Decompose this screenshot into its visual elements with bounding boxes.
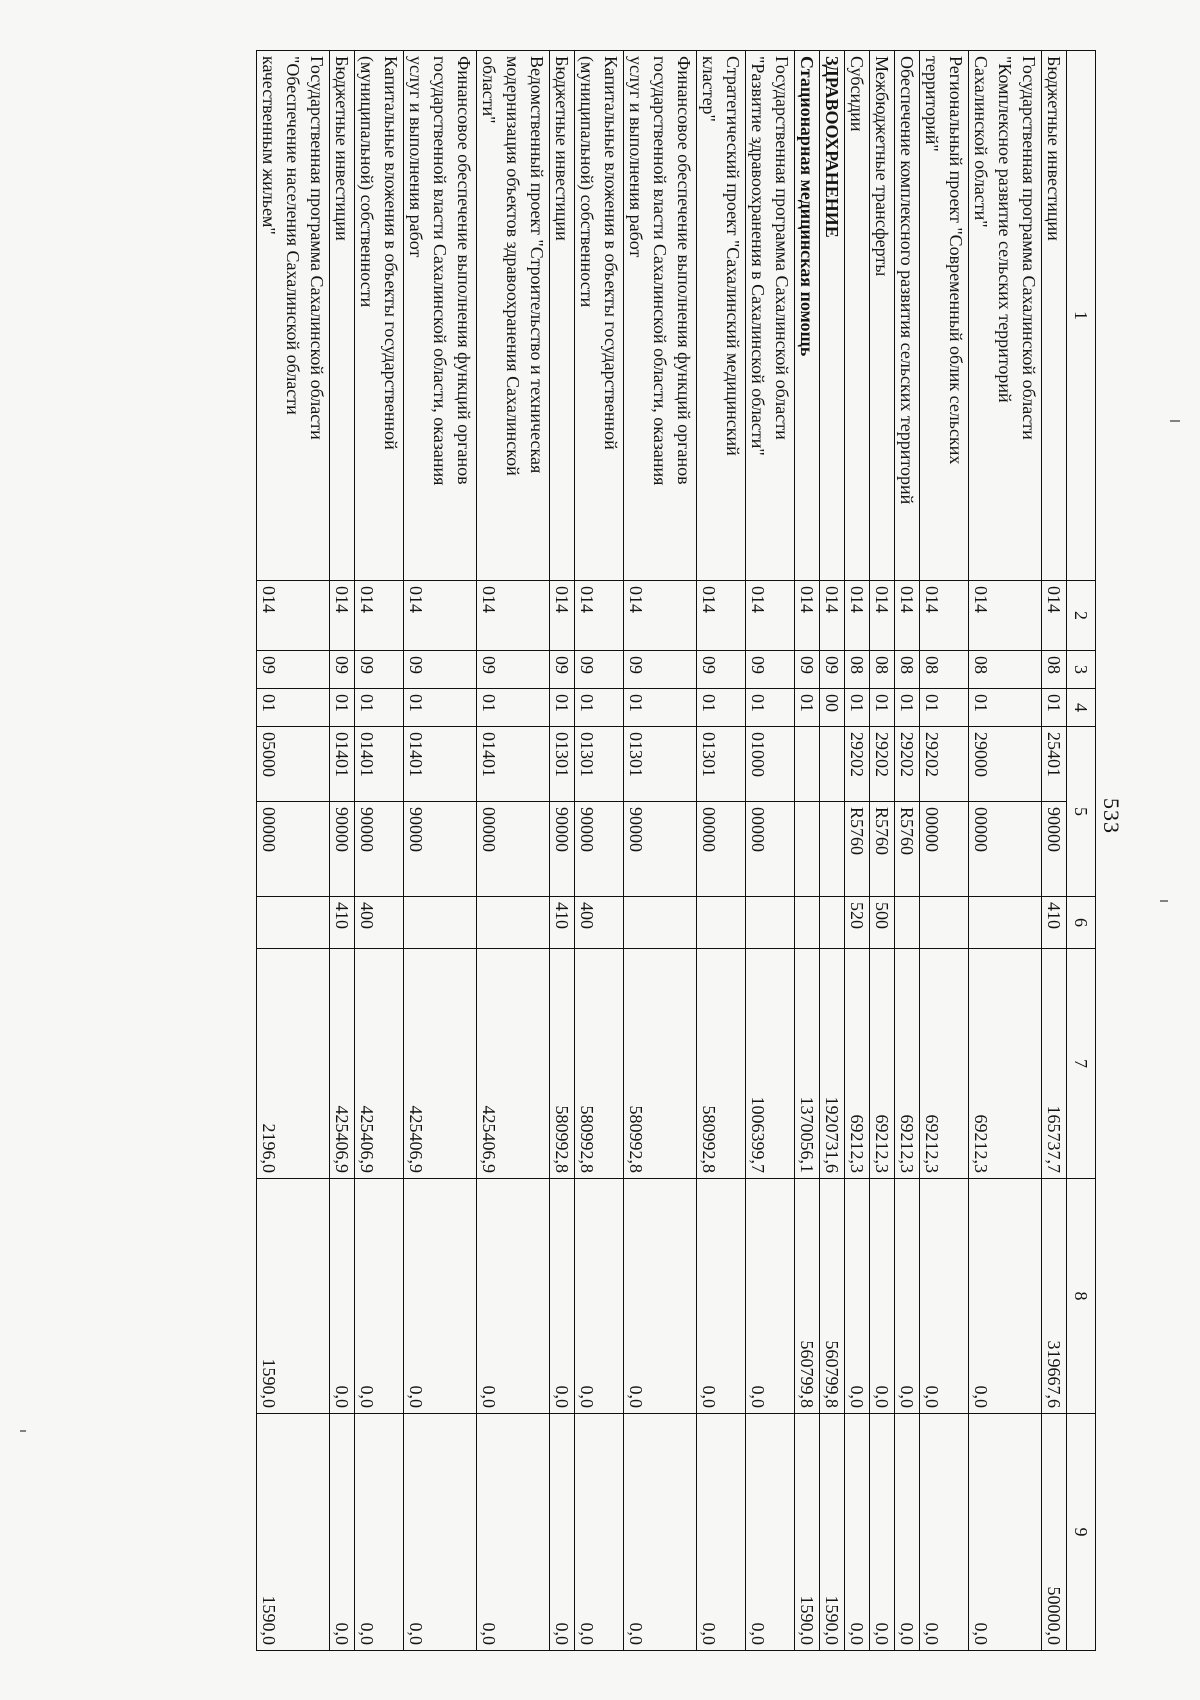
- header-col-3: 3: [1067, 651, 1096, 689]
- row-amount-col8: 319667,6: [1042, 1179, 1067, 1414]
- row-subsection-code: 01: [330, 689, 355, 727]
- row-amount-col7: 425406,9: [355, 949, 404, 1179]
- header-col-1: 1: [1067, 51, 1096, 581]
- row-subsection-code: 01: [404, 689, 477, 727]
- table-row: [1042, 51, 1067, 1651]
- row-amount-col7: 2196,0: [257, 949, 330, 1179]
- row-section-code: 09: [624, 651, 697, 689]
- row-ministry-code: 014: [746, 581, 795, 651]
- row-expense-type: [895, 897, 920, 949]
- row-amount-col7: 580992,8: [575, 949, 624, 1179]
- table-row: [820, 51, 845, 1651]
- row-amount-col8: 0,0: [355, 1179, 404, 1414]
- row-amount-col9: 0,0: [404, 1414, 477, 1651]
- row-section-code: 09: [550, 651, 575, 689]
- row-expense-type: 520: [845, 897, 870, 949]
- row-direction-code: 00000: [969, 802, 1042, 897]
- row-amount-col8: 0,0: [746, 1179, 795, 1414]
- table-row: [404, 51, 477, 1651]
- row-label-line: Бюджетные инвестиции: [1044, 56, 1064, 241]
- row-amount-col9: 1590,0: [257, 1414, 330, 1651]
- row-subsection-code: 01: [697, 689, 746, 727]
- row-label: [550, 51, 575, 581]
- header-col-9: 9: [1067, 1414, 1096, 1651]
- row-ministry-code: 014: [624, 581, 697, 651]
- row-label-line: Бюджетные инвестиции: [552, 56, 572, 241]
- row-section-code: 08: [845, 651, 870, 689]
- row-expense-type: [795, 897, 820, 949]
- row-ministry-code: 014: [920, 581, 969, 651]
- row-direction-code: [820, 802, 845, 897]
- row-expense-type: [820, 897, 845, 949]
- row-ministry-code: 014: [575, 581, 624, 651]
- scan-mark: [20, 1430, 26, 1432]
- row-label: [624, 51, 697, 581]
- row-amount-col7: 165737,7: [1042, 949, 1067, 1179]
- row-label-line: Субсидии: [847, 56, 867, 132]
- row-amount-col9: 0,0: [624, 1414, 697, 1651]
- row-ministry-code: 014: [697, 581, 746, 651]
- row-direction-code: [795, 802, 820, 897]
- row-amount-col8: 0,0: [697, 1179, 746, 1414]
- row-subsection-code: 01: [1042, 689, 1067, 727]
- row-label: [845, 51, 870, 581]
- row-program-code: 01401: [330, 727, 355, 802]
- row-amount-col8: 0,0: [550, 1179, 575, 1414]
- scan-mark: [1160, 900, 1168, 902]
- row-amount-col9: 0,0: [870, 1414, 895, 1651]
- row-expense-type: [920, 897, 969, 949]
- row-amount-col8: 0,0: [895, 1179, 920, 1414]
- table-row: [746, 51, 795, 1651]
- row-amount-col8: 0,0: [330, 1179, 355, 1414]
- row-subsection-code: 01: [969, 689, 1042, 727]
- row-program-code: 29202: [895, 727, 920, 802]
- row-subsection-code: 01: [795, 689, 820, 727]
- row-amount-col7: 69212,3: [895, 949, 920, 1179]
- row-amount-col8: 560799,8: [820, 1179, 845, 1414]
- row-amount-col8: 0,0: [969, 1179, 1042, 1414]
- table-row: [969, 51, 1042, 1651]
- row-amount-col7: 69212,3: [969, 949, 1042, 1179]
- table-row: [355, 51, 404, 1651]
- row-section-code: 08: [1042, 651, 1067, 689]
- row-amount-col9: 1590,0: [820, 1414, 845, 1651]
- row-expense-type: 500: [870, 897, 895, 949]
- row-expense-type: [404, 897, 477, 949]
- row-direction-code: R5760: [870, 802, 895, 897]
- row-amount-col7: 1920731,6: [820, 949, 845, 1179]
- row-subsection-code: 01: [920, 689, 969, 727]
- row-amount-col8: 1590,0: [257, 1179, 330, 1414]
- row-label: [969, 51, 1042, 581]
- row-amount-col7: 580992,8: [624, 949, 697, 1179]
- row-label: [355, 51, 404, 581]
- row-subsection-code: 01: [550, 689, 575, 727]
- row-label: [895, 51, 920, 581]
- row-label: [920, 51, 969, 581]
- row-amount-col8: 0,0: [920, 1179, 969, 1414]
- row-label-line: Капитальные вложения в объекты государственной: [601, 56, 621, 450]
- table-row: [870, 51, 895, 1651]
- row-amount-col7: 580992,8: [697, 949, 746, 1179]
- row-expense-type: [697, 897, 746, 949]
- row-label: [746, 51, 795, 581]
- row-subsection-code: 01: [477, 689, 550, 727]
- table-row: [575, 51, 624, 1651]
- row-direction-code: 00000: [257, 802, 330, 897]
- row-ministry-code: 014: [330, 581, 355, 651]
- row-subsection-code: 01: [870, 689, 895, 727]
- row-label-line: Государственная программа Сахалинской области: [772, 56, 792, 440]
- row-program-code: 29000: [969, 727, 1042, 802]
- row-direction-code: 00000: [697, 802, 746, 897]
- row-label-line: качественным жильем": [259, 56, 279, 235]
- row-program-code: 01301: [575, 727, 624, 802]
- row-label-line: Ведомственный проект "Строительство и техническая: [527, 56, 547, 474]
- row-direction-code: 90000: [330, 802, 355, 897]
- row-program-code: 29202: [870, 727, 895, 802]
- row-ministry-code: 014: [845, 581, 870, 651]
- row-subsection-code: 01: [575, 689, 624, 727]
- row-ministry-code: 014: [404, 581, 477, 651]
- row-amount-col8: 0,0: [575, 1179, 624, 1414]
- table-row: [330, 51, 355, 1651]
- row-amount-col7: 69212,3: [870, 949, 895, 1179]
- row-program-code: 01301: [550, 727, 575, 802]
- row-label-line: государственной власти Сахалинской области, оказания: [650, 56, 670, 486]
- row-ministry-code: 014: [257, 581, 330, 651]
- row-label: [870, 51, 895, 581]
- row-program-code: 01401: [477, 727, 550, 802]
- row-section-code: 09: [330, 651, 355, 689]
- row-amount-col9: 0,0: [355, 1414, 404, 1651]
- row-label-line: Межбюджетные трансферты: [872, 56, 892, 277]
- row-subsection-code: 01: [257, 689, 330, 727]
- row-label: [795, 51, 820, 581]
- row-label: [257, 51, 330, 581]
- row-direction-code: 00000: [746, 802, 795, 897]
- row-subsection-code: 00: [820, 689, 845, 727]
- row-section-code: 09: [575, 651, 624, 689]
- table-row: [550, 51, 575, 1651]
- row-direction-code: 90000: [355, 802, 404, 897]
- row-expense-type: [257, 897, 330, 949]
- row-program-code: 01301: [697, 727, 746, 802]
- row-section-code: 08: [920, 651, 969, 689]
- row-program-code: 01301: [624, 727, 697, 802]
- row-program-code: [795, 727, 820, 802]
- row-label: [697, 51, 746, 581]
- table-row: [477, 51, 550, 1651]
- row-direction-code: R5760: [895, 802, 920, 897]
- row-label-line: модернизация объектов здравоохранения Сахалинской: [503, 56, 523, 476]
- row-expense-type: 400: [355, 897, 404, 949]
- row-expense-type: 400: [575, 897, 624, 949]
- row-ministry-code: 014: [355, 581, 404, 651]
- row-ministry-code: 014: [1042, 581, 1067, 651]
- row-program-code: 01401: [404, 727, 477, 802]
- row-section-code: 09: [795, 651, 820, 689]
- row-ministry-code: 014: [477, 581, 550, 651]
- row-expense-type: 410: [1042, 897, 1067, 949]
- row-ministry-code: 014: [895, 581, 920, 651]
- row-amount-col9: 50000,0: [1042, 1414, 1067, 1651]
- row-ministry-code: 014: [795, 581, 820, 651]
- row-expense-type: [969, 897, 1042, 949]
- row-section-code: 09: [820, 651, 845, 689]
- table-body: [257, 51, 1067, 1651]
- row-section-code: 08: [969, 651, 1042, 689]
- row-label-line: (муниципальной) собственности: [357, 56, 377, 308]
- row-amount-col9: 0,0: [746, 1414, 795, 1651]
- row-program-code: 29202: [845, 727, 870, 802]
- row-amount-col7: 1006399,7: [746, 949, 795, 1179]
- row-amount-col8: 0,0: [845, 1179, 870, 1414]
- header-col-2: 2: [1067, 581, 1096, 651]
- header-col-8: 8: [1067, 1179, 1096, 1414]
- row-label: [404, 51, 477, 581]
- row-expense-type: [624, 897, 697, 949]
- row-amount-col9: 0,0: [969, 1414, 1042, 1651]
- row-label-line: услуг и выполнения работ: [626, 56, 646, 258]
- row-label-line: Финансовое обеспечение выполнения функций органов: [454, 56, 474, 485]
- row-direction-code: 90000: [1042, 802, 1067, 897]
- row-program-code: 29202: [920, 727, 969, 802]
- row-direction-code: 90000: [575, 802, 624, 897]
- header-col-4: 4: [1067, 689, 1096, 727]
- row-section-code: 09: [477, 651, 550, 689]
- header-col-5: 5: [1067, 727, 1096, 897]
- row-label: [330, 51, 355, 581]
- header-col-6: 6: [1067, 897, 1096, 949]
- row-direction-code: 90000: [624, 802, 697, 897]
- row-section-code: 09: [257, 651, 330, 689]
- row-direction-code: 00000: [920, 802, 969, 897]
- page-number: 533: [1099, 798, 1124, 834]
- row-program-code: 01401: [355, 727, 404, 802]
- row-amount-col8: 0,0: [404, 1179, 477, 1414]
- row-direction-code: 00000: [477, 802, 550, 897]
- row-label-line: услуг и выполнения работ: [406, 56, 426, 258]
- row-amount-col7: 69212,3: [845, 949, 870, 1179]
- row-ministry-code: 014: [820, 581, 845, 651]
- row-amount-col7: 425406,9: [404, 949, 477, 1179]
- row-subsection-code: 01: [355, 689, 404, 727]
- row-section-code: 08: [895, 651, 920, 689]
- row-subsection-code: 01: [845, 689, 870, 727]
- row-label-line: Стационарная медицинская помощь: [797, 56, 817, 357]
- row-direction-code: R5760: [845, 802, 870, 897]
- row-subsection-code: 01: [895, 689, 920, 727]
- row-program-code: [820, 727, 845, 802]
- row-section-code: 09: [404, 651, 477, 689]
- row-section-code: 08: [870, 651, 895, 689]
- row-amount-col8: 560799,8: [795, 1179, 820, 1414]
- table-row: [624, 51, 697, 1651]
- row-section-code: 09: [355, 651, 404, 689]
- row-subsection-code: 01: [624, 689, 697, 727]
- row-ministry-code: 014: [550, 581, 575, 651]
- row-expense-type: 410: [550, 897, 575, 949]
- row-label-line: кластер": [699, 56, 719, 122]
- row-label: [820, 51, 845, 581]
- row-ministry-code: 014: [870, 581, 895, 651]
- row-amount-col9: 0,0: [845, 1414, 870, 1651]
- table-row: [920, 51, 969, 1651]
- row-amount-col9: 0,0: [697, 1414, 746, 1651]
- row-label-line: области": [479, 56, 499, 124]
- row-expense-type: [477, 897, 550, 949]
- row-label-line: Государственная программа Сахалинской области: [1019, 56, 1039, 440]
- row-amount-col8: 0,0: [477, 1179, 550, 1414]
- row-amount-col9: 0,0: [575, 1414, 624, 1651]
- row-amount-col7: 425406,9: [477, 949, 550, 1179]
- row-amount-col9: 1590,0: [795, 1414, 820, 1651]
- row-amount-col9: 0,0: [895, 1414, 920, 1651]
- row-ministry-code: 014: [969, 581, 1042, 651]
- row-label-line: Стратегический проект "Сахалинский медицинский: [723, 56, 743, 456]
- row-label: [1042, 51, 1067, 581]
- row-label-line: ЗДРАВООХРАНЕНИЕ: [822, 56, 842, 238]
- row-amount-col9: 0,0: [330, 1414, 355, 1651]
- budget-table: [256, 50, 1096, 1651]
- row-program-code: 01000: [746, 727, 795, 802]
- row-label-line: территорий": [922, 56, 942, 152]
- scan-mark: [1170, 420, 1180, 422]
- row-expense-type: [746, 897, 795, 949]
- row-label-line: "Комплексное развитие сельских территорий: [995, 56, 1015, 403]
- row-amount-col9: 0,0: [477, 1414, 550, 1651]
- row-label-line: Региональный проект "Современный облик сельских: [946, 56, 966, 465]
- row-amount-col7: 580992,8: [550, 949, 575, 1179]
- row-amount-col7: 69212,3: [920, 949, 969, 1179]
- table-row: [795, 51, 820, 1651]
- row-label: [477, 51, 550, 581]
- row-section-code: 09: [697, 651, 746, 689]
- row-amount-col7: 425406,9: [330, 949, 355, 1179]
- row-program-code: 05000: [257, 727, 330, 802]
- table-row: [845, 51, 870, 1651]
- row-amount-col9: 0,0: [550, 1414, 575, 1651]
- row-amount-col9: 0,0: [920, 1414, 969, 1651]
- row-label-line: (муниципальной) собственности: [577, 56, 597, 308]
- row-label-line: государственной власти Сахалинской области, оказания: [430, 56, 450, 486]
- row-amount-col8: 0,0: [870, 1179, 895, 1414]
- row-direction-code: 90000: [550, 802, 575, 897]
- row-label-line: Бюджетные инвестиции: [332, 56, 352, 241]
- row-label-line: Капитальные вложения в объекты государственной: [381, 56, 401, 450]
- row-section-code: 09: [746, 651, 795, 689]
- row-expense-type: 410: [330, 897, 355, 949]
- row-amount-col8: 0,0: [624, 1179, 697, 1414]
- row-direction-code: 90000: [404, 802, 477, 897]
- table-row: [697, 51, 746, 1651]
- row-subsection-code: 01: [746, 689, 795, 727]
- scanned-page: [140, 40, 1140, 1680]
- row-label-line: Государственная программа Сахалинской области: [307, 56, 327, 440]
- row-amount-col7: 1370056,1: [795, 949, 820, 1179]
- row-program-code: 25401: [1042, 727, 1067, 802]
- row-label-line: "Развитие здравоохранения в Сахалинской области": [748, 56, 768, 456]
- row-label-line: "Обеспечение населения Сахалинской области: [283, 56, 303, 415]
- table-row: [895, 51, 920, 1651]
- row-label-line: Обеспечение комплексного развития сельских территорий: [897, 56, 917, 505]
- row-label-line: Сахалинской области": [971, 56, 991, 228]
- header-col-7: 7: [1067, 949, 1096, 1179]
- row-label-line: Финансовое обеспечение выполнения функций органов: [674, 56, 694, 485]
- table-row: [257, 51, 330, 1651]
- header-row: [1067, 51, 1096, 1651]
- row-label: [575, 51, 624, 581]
